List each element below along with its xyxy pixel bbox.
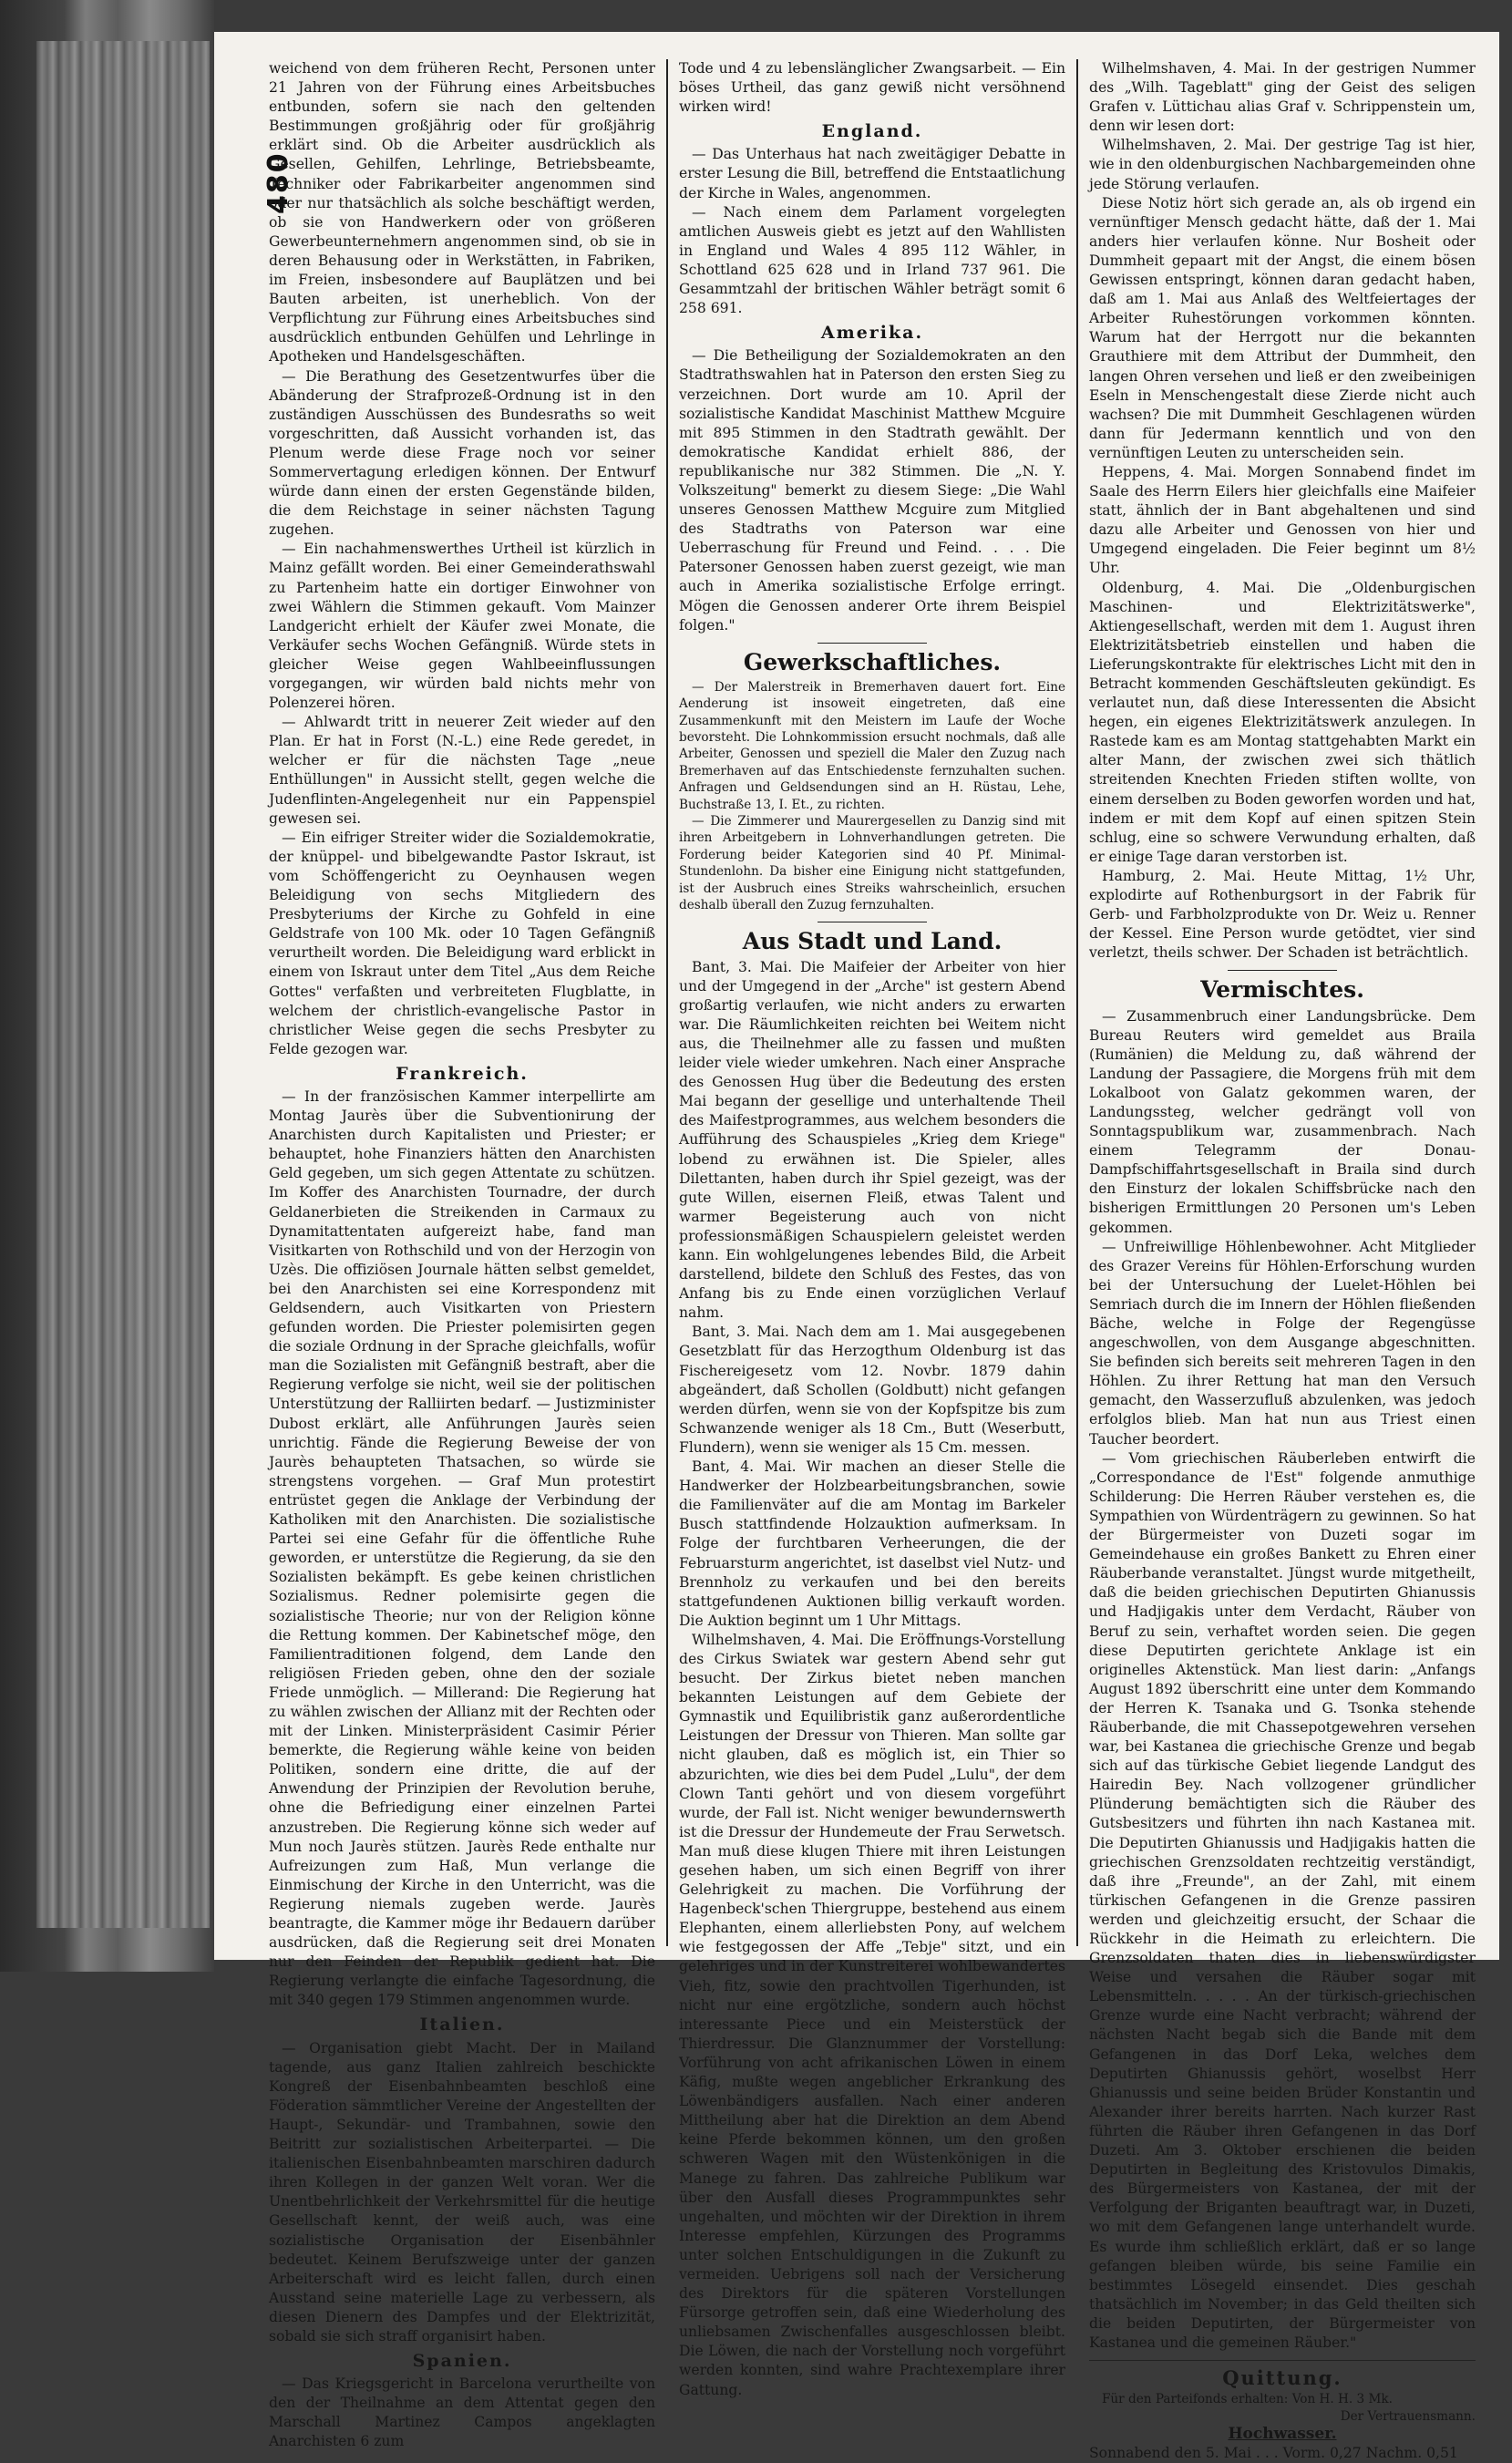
article-text: Bant, 4. Mai. Wir machen an dieser Stelle die Handwerker der Holzbearbeitungsbranchen, sowie die Familienväter auf die am Montag im Barkeler Busch stattfindende Holzauktion aufmerksam. In Folge der furchtbaren Verheerungen, die der Februarsturm angerichtet, ist daselbst viel Nutz- und Brennholz zu verkaufen und bei den bereits stattgefundenen Auktionen billig verkauft worden. Die Auktion beginnt um 1 Uhr Mittags. <box>679 1458 1065 1629</box>
article-text: — Die Zimmerer und Maurergesellen zu Danzig sind mit ihren Arbeitgebern in Lohnverhandlungen getreten. Die Forderung beider Kategorien sind 40 Pf. Minimal-Stundenlohn. Da bisher eine Einigung nicht stattgefunden, ist der Ausbruch eines Streiks wahrscheinlich, ersuchen deshalb überall den Zuzug fernzuhalten. <box>679 814 1065 913</box>
article-text: — Nach einem dem Parlament vorgelegten amtlichen Ausweis giebt es jetzt auf den Wahllisten in England und Wales 4 895 112 Wähler, in Schottland 625 628 und in Irland 737 961. Die Gesammtzahl der britischen Wähler beträgt somit 6 258 691. <box>679 203 1065 317</box>
receipt-signature: Der Vertrauensmann. <box>1340 2408 1476 2424</box>
section-heading-gewerkschaftliches: Gewerkschaftliches. <box>743 648 1002 675</box>
article-text: — Unfreiwillige Höhlenbewohner. Acht Mitglieder des Grazer Vereins für Höhlen-Erforschung wurden bei der Untersuchung der Luelet-Höhlen bei Semriach durch die im Innern der Höhlen fließenden Bäche, welche in Folge der Regengüsse angeschwollen, von dem Ausgange abgeschnitten. Sie befinden sich bereits seit mehreren Tagen in den Höhlen. Zu ihrer Rettung hat man den Versuch gemacht, den Wasserzufluß abzulenken, was jedoch erfolglos blieb. Man hat nun aus Triest einen Taucher beordert. <box>1089 1238 1476 1448</box>
book-spine <box>0 0 214 1972</box>
column-3 <box>1076 59 1486 2462</box>
section-heading-spanien: Spanien. <box>412 2351 512 2372</box>
article-text: Oldenburg, 4. Mai. Die „Oldenburgischen Maschinen- und Elektrizitätswerke", Aktiengesellschaft, werden mit dem 1. August ihren Elektrizitätsbetrieb einstellen und haben die Lieferungskontrakte für elektrisches Licht mit den in Betracht kommenden Geschäftsleuten gekündigt. Es verlautet nun, daß diese Interessenten die Absicht hegen, ein eigenes Elektrizitätswerk anzulegen. In Rastede kam es am Montag stattgehabten Markt ein alter Mann, der zwischen zwei sich thätlich streitenden Knechten Frieden stiften wollte, von einem derselben zu Boden geworfen worden und hat, indem er mit dem Kopf auf einen spitzen Stein schlug, eine so schwere Verwundung erhalten, daß er einige Tage daran verstorben ist. <box>1089 579 1476 865</box>
divider <box>1228 970 1337 971</box>
article-text: — Der Malerstreik in Bremerhaven dauert fort. Eine Aenderung ist insoweit eingetreten, daß eine Zusammenkunft mit den Meistern im Laufe der Woche bevorsteht. Die Lohnkommission ersucht nochmals, daß alle Arbeiter, Genossen und speziell die Maler den Zuzug nach Bremerhaven auf das Entschiedenste fernzuhalten suchen. Anfragen und Geldsendungen sind an H. Rüstau, Lehe, Buchstraße 13, I. Et., zu richten. <box>679 679 1065 812</box>
receipt-line: Für den Parteifonds erhalten: Von H. H. 3 Mk. <box>1102 2392 1393 2407</box>
article-text: — Ahlwardt tritt in neuerer Zeit wieder auf den Plan. Er hat in Forst (N.-L.) eine Rede geredet, in welcher er für die nächsten Tage „neue Enthüllungen" in Aussicht stellt, gegen welche die Judenflinten-Angelegenheit nur ein Pappenspiel gewesen sei. <box>269 714 655 827</box>
section-heading-frankreich: Frankreich. <box>396 1063 529 1084</box>
section-heading-amerika: Amerika. <box>820 323 924 344</box>
article-text: Heppens, 4. Mai. Morgen Sonnabend findet im Saale des Herrn Eilers hier gleichfalls eine Maifeier statt, ähnlich der in Bant abgehaltenen und sind dazu alle Arbeiter und Genossen von hier und Umgegend eingeladen. Die Feier beginnt um 8½ Uhr. <box>1089 463 1476 577</box>
section-heading-quittung: Quittung. <box>1222 2366 1342 2390</box>
article-text: — Ein eifriger Streiter wider die Sozialdemokratie, der knüppel- und bibelgewandte Pastor Iskraut, ist vom Schöffengericht zu Oeynhausen wegen Beleidigung von sechs Mitgliedern des Presbyteriums der Kirche zu Gohfeld in eine Geldstrafe von 100 Mk. oder 10 Tagen Gefängniß verurtheilt worden. Die Beleidigung ward erblickt in einem von Iskraut unter dem Titel „Aus dem Reiche Gottes" verfaßten und verbreiteten Flugblatte, in welchem der christlich-evangelische Pastor in christlicher Weise gegen die sechs Presbyter zu Felde gezogen war. <box>269 829 655 1057</box>
page-number: 480 <box>262 151 294 214</box>
tide-line: Sonnabend den 5. Mai . . . Vorm. 0,27 Nachm. 0,51 <box>1089 2445 1458 2462</box>
column-2 <box>666 59 1076 2398</box>
article-text: Bant, 3. Mai. Die Maifeier der Arbeiter von hier und der Umgegend in der „Arche" ist gestern Abend großartig verlaufen, wie nicht anders zu erwarten war. Die Räumlichkeiten reichten bei Weitem nicht aus, die Theilnehmer alle zu fassen und mußten leider viele wieder umkehren. Nach einer Ansprache des Genossen Hug über die Bedeutung des ersten Mai begann der gesellige und unterhaltende Theil des Maifestprogrammes, aus welchem besonders die Aufführung des Schauspieles „Krieg dem Kriege" lobend zu erwähnen ist. Die Spieler, alles Dilettanten, haben durch ihr Spiel gezeigt, was der gute Willen, eisernen Fleiß, etwas Talent und warmer Begeisterung auch von nicht professionsmäßigen Schauspielern geleistet werden kann. Ein wohlgelungenes lebendes Bild, die Arbeit darstellend, bildete den Schluß des Festes, das von Anfang bis zu Ende einen vorzüglichen Verlauf nahm. <box>679 958 1065 1322</box>
section-heading-hochwasser: Hochwasser. <box>1228 2424 1337 2443</box>
section-heading-stadt-land: Aus Stadt und Land. <box>742 927 1003 954</box>
article-text: — In der französischen Kammer interpellirte am Montag Jaurès über die Subventionirung der Anarchisten durch Kapitalisten und Priester; er behauptet, hohe Finanziers hätten den Anarchisten Geld gegeben, um sich gegen Attentate zu schützen. Im Koffer des Anarchisten Tournadre, der durch Geldanerbieten die Streikenden in Carmaux zu Dynamitattentaten aufgereizt habe, fand man Visitkarten von Rothschild und von der Herzogin von Uzès. Die offiziösen Journale hätten selbst gemeldet, bei den Anarchisten sei eine Korrespondenz mit Geldsendern, auch Visitkarten von Priestern gefunden worden. Die Priester polemisirten gegen die soziale Ordnung in der Sprache gleichfalls, wofür man die Sozialisten mit Gefängniß bestraft, aber die Regierung verfolge sie nicht, weil sie der politischen Unterstützung der Ralliirten bedarf. — Justizminister Dubost erklärt, alle Anführungen Jaurès seien unrichtig. Fände die Regierung Beweise der von Jaurès behaupteten Thatsachen, so würde sie strengstens vorgehen. — Graf Mun protestirt entrüstet gegen die Anklage der Verbindung der Katholiken mit den Anarchisten. Die sozialistische Partei sei eine Gefahr für die öffentliche Ruhe geworden, er unterstütze die Regierung, da sie den Sozialisten bekämpft. Es gebe keinen christlichen Sozialismus. Redner polemisirte gegen die sozialistische Theorie; nur von der Religion könne die Rettung kommen. Der Kabinetschef möge, den Familientraditionen folgend, dem Lande den religiösen Frieden geben, ohne den der soziale Friede unmöglich. — Millerand: Die Regierung hat zu wählen zwischen der Allianz mit der Rechten oder mit der Linken. Ministerpräsident Casimir Périer bemerkte, die Regierung wähle keine von beiden Politiken, sondern eine dritte, die auf der Anwendung der Prinzipien der Revolution beruhe, ohne die Befriedigung einer einzelnen Partei anzustreben. Die Regierung könne sich weder auf Mun noch Jaurès stützen. Jaurès Rede enthalte nur Aufreizungen zum Haß, Mun verlange die Einmischung der Kirche in den Unterricht, was die Regierung niemals zugeben werde. Jaurès beantragte, die Kammer möge ihr Bedauern darüber ausdrücken, daß die Regierung seit drei Monaten nur den Feinden der Republik gedient hat. Die Regierung verlangte die einfache Tagesordnung, die mit 340 gegen 179 Stimmen angenommen wurde. <box>269 1087 655 2009</box>
article-text: Diese Notiz hört sich gerade an, als ob irgend ein vernünftiger Mensch gedacht hätte, daß der 1. Mai anders hier verlaufen könne. Nur Bosheit oder Dummheit gepaart mit der Angst, die einem bösen Gewissen entspringt, können daran gedacht haben, daß am 1. Mai aus Anlaß des Weltfeiertages der Arbeiter Ruhestörungen vorkommen könnten. Warum hat der Herrgott nur die bekannten Grauthiere mit dem Attribut der Dummheit, den langen Ohren versehen und ließ er den zweibeinigen Eseln in Menschengestalt diese Zierde nicht auch wachsen? Die mit Dummheit Geschlagenen würden dann für Jedermann kenntlich und von den vernünftigen Leuten zu unterscheiden sein. <box>1089 194 1476 461</box>
article-text: Hamburg, 2. Mai. Heute Mittag, 1½ Uhr, explodirte auf Rothenburgsort in der Fabrik für Gerb- und Farbholzprodukte von Dr. Weiz u. Renner der Kessel. Eine Person wurde getödtet, vier sind verletzt, theils schwer. Der Schaden ist beträchtlich. <box>1089 867 1476 962</box>
article-text: weichend von dem früheren Recht, Personen unter 21 Jahren von der Führung eines Arbeitsbuches entbunden, sofern sie nach den geltenden Bestimmungen großjährig oder für großjährig erklärt sind. Ob die Arbeiter ausdrücklich als Gesellen, Gehilfen, Lehrlinge, Betriebsbeamte, Techniker oder Fabrikarbeiter angenommen sind oder nur thatsächlich als solche beschäftigt werden, ob sie von Handwerkern oder von größeren Gewerbeunternehmern angenommen sind, ob sie in deren Behausung oder in Werkstätten, in Fabriken, im Freien, insbesondere auf Bauplätzen und bei Bauten arbeiten, ist unerheblich. Von der Verpflichtung zur Führung eines Arbeitsbuches sind ausdrücklich entbunden Gehülfen und Lehrlinge in Apotheken und Handelsgeschäften. <box>269 60 655 366</box>
column-1 <box>258 59 666 2450</box>
article-text: Bant, 3. Mai. Nach dem am 1. Mai ausgegebenen Gesetzblatt für das Herzogthum Oldenburg ist das Fischereigesetz vom 12. Novbr. 1879 dahin abgeändert, daß Schollen (Goldbutt) nicht gefangen werden dürfen, wenn sie von der Kopfspitze bis zum Schwanzende weniger als 18 Cm., Butt (Weserbutt, Flundern), wenn sie weniger als 15 Cm. messen. <box>679 1324 1065 1456</box>
article-text: — Das Unterhaus hat nach zweitägiger Debatte in erster Lesung die Bill, betreffend die Entstaatlichung der Kirche in Wales, angenommen. <box>679 146 1065 201</box>
article-text: Wilhelmshaven, 4. Mai. In der gestrigen Nummer des „Wilh. Tageblatt" ging der Geist des seligen Grafen v. Lüttichau alias Graf v. Schrippenstein um, denn wir lesen dort: <box>1089 60 1476 135</box>
divider <box>1089 2360 1476 2361</box>
spine-band <box>36 41 210 1928</box>
columns <box>258 59 1486 2462</box>
article-text: — Vom griechischen Räuberleben entwirft die „Correspondance de l'Est" folgende anmuthige Schilderung: Die Herren Räuber verstehen es, die Sympathien von Würdenträgern zu gewinnen. So hat der Bürgermeister von Duzeti sogar im Gemeindehause ein großes Bankett zu Ehren einer Räuberbande veranstaltet. Jüngst wurde mitgetheilt, daß die beiden griechischen Deputirten Ghianussis und Hadjigakis unter dem Verdacht, Räuber von Beruf zu sein, verhaftet worden seien. Die gegen diese Deputirten gerichtete Anklage ist ein originelles Aktenstück. Man liest darin: „Anfangs August 1892 überschritt eine unter dem Kommando der Herren K. Tsanaka und G. Tsonka stehende Räuberbande, die mit Chassepotgewehren versehen war, bei Kastanea die griechische Grenze und begab sich auf das türkische Gebiet liegende Landgut des Hairedin Bey. Nach vollzogener gründlicher Plünderung bemächtigten sich die Räuber des Gutsbesitzers und führten ihn nach Kastanea mit. Die Deputirten Ghianussis und Hadjigakis hatten die griechischen Grenzsoldaten rechtzeitig verständigt, daß ihre „Freunde", an der Zahl, mit einem türkischen Gefangenen in die Grenze passiren werden und gleichzeitig ersucht, der Schaar die Rückkehr in die Heimath zu erleichtern. Die Grenzsoldaten thaten dies in liebenswürdigster Weise und versahen die Räuber sogar mit Lebensmitteln. . . . . An der türkisch-griechischen Grenze wurde eine Nacht verbracht; während der nächsten Nacht begab sich die Bande mit dem Gefangenen in das Dorf Leka, welches dem Deputirten Ghianussis gehört, woselbst Herr Ghianussis und seine beiden Brüder Konstantin und Alexander ihrer bereits harrten. Nach kurzer Rast führten die Räuber ihren Gefangenen in das Dorf Duzeti. Am 3. Oktober erschienen die beiden Deputirten in Begleitung des Kristovulos Dimakis, des Bürgermeisters von Kastanea, der mit der Verfolgung der Briganten beauftragt war, in Duzeti, wo mit dem Gefangenen lange unterhandelt wurde. Es wurde ihm schließlich erklärt, daß er so lange gefangen bleiben würde, bis seine Familie ein bestimmtes Lösegeld einsendet. Dies geschah thatsächlich im November; in das Geld theilten sich die beiden Deputirten, der Bürgermeister von Kastanea und die gemeinen Räuber." <box>1089 1449 1476 2351</box>
article-text: — Die Berathung des Gesetzentwurfes über die Abänderung der Strafprozeß-Ordnung ist in den zuständigen Ausschüssen des Bundesraths so weit vorgeschritten, daß Aussicht vorhanden ist, das Plenum werde diese Frage noch vor seiner Sommervertagung erledigen können. Der Entwurf würde dann einen der ersten Gegenstände bilden, die dem Reichstage in seiner nächsten Tagung zugehen. <box>269 367 655 539</box>
divider <box>818 643 927 644</box>
newspaper-page <box>214 32 1499 2462</box>
section-heading-italien: Italien. <box>419 2015 505 2035</box>
article-text: — Das Kriegsgericht in Barcelona verurtheilte von den der Theilnahme an dem Attentat gegen den Marschall Martinez Campos angeklagten Anarchisten 6 zum <box>269 2375 655 2450</box>
article-text: Wilhelmshaven, 2. Mai. Der gestrige Tag ist hier, wie in den oldenburgischen Nachbargemeinden ohne jede Störung verlaufen. <box>1089 137 1476 192</box>
article-text: — Zusammenbruch einer Landungsbrücke. Dem Bureau Reuters wird gemeldet aus Braila (Rumänien) die Meldung zu, daß während der Landung der Passagiere, die Morgens früh mit dem Lokalboot von Galatz gekommen waren, der Landungssteg, welcher gedrängt voll von Sonntagspublikum war, zusammenbrach. Nach einem Telegramm der Donau-Dampfschiffahrtsgesellschaft in Braila sind durch den Einsturz der lokalen Schiffsbrücke nach den bisherigen Ermittlungen 20 Personen um's Leben gekommen. <box>1089 1007 1476 1236</box>
article-text: — Die Betheiligung der Sozialdemokraten an den Stadtrathswahlen hat in Paterson den ersten Sieg zu verzeichnen. Dort wurde am 10. April der sozialistische Kandidat Maschinist Matthew Mcguire mit 895 Stimmen in den Stadtrath gewählt. Der demokratische Kandidat erhielt 886, der republikanische nur 382 Stimmen. Die „N. Y. Volkszeitung" bemerkt zu diesem Siege: „Die Wahl unseres Genossen Matthew Mcguire zum Mitglied des Stadtraths von Paterson war eine Ueberraschung für Freund und Feind. . . . Die Patersoner Genossen haben zuerst gezeigt, wie man auch in Amerika sozialistische Erfolge erringt. Mögen die Genossen anderer Orte ihrem Beispiel folgen." <box>679 347 1065 634</box>
article-text: Wilhelmshaven, 4. Mai. Die Eröffnungs-Vorstellung des Cirkus Swiatek war gestern Abend sehr gut besucht. Der Zirkus bietet neben manchen bekannten Leistungen auf dem Gebiete der Gymnastik und Equilibristik ganz außerordentliche Leistungen der Dressur von Thieren. Man sollte gar nicht glauben, daß es möglich ist, ein Thier so abzurichten, wie dies bei dem Pudel „Lulu", der dem Clown Tanti gehört und von diesem vorgeführt wurde, der Fall ist. Nicht weniger bewundernswerth ist die Dressur der Hundemeute der Frau Serwetsch. Man muß diese klugen Thiere mit ihren Leistungen gesehen haben, um sich einen Begriff von ihrer Gelehrigkeit zu machen. Die Vorführung der Hagenbeck'schen Thiergruppe, bestehend aus einem Elephanten, einem allerliebsten Pony, auf welchem wie festgegossen der Affe „Tebje" sitzt, und ein gelehriges und in der Kunstreiterei wohlbewandertes Vieh, fitz, sowie den prachtvollen Tigerhunden, ist nicht nur eine ergötzliche, sondern auch höchst interessante Piece und ein Meisterstück der Thierdressur. Die Glanznummer der Vorstellung: Vorführung von acht afrikanischen Löwen in einem Käfig, mußte wegen angeblicher Erkrankung des Löwenbändigers ausfallen. Nach einer anderen Mittheilung aber hat die Direktion an dem Abend keine Pferde bekommen können, um den großen schweren Wagen mit den Wüstenkönigen in die Manege zu fahren. Das zahlreiche Publikum war über den Ausfall dieses Programmpunktes sehr ungehalten, und möchten wir der Direktion in ihrem Interesse empfehlen, Kürzungen des Programms unter solchen Entschuldigungen in die Zukunft zu vermeiden. Uebrigens soll nach der Versicherung des Direktors für die späteren Vorstellungen Fürsorge getroffen sein, daß eine Wiederholung des unliebsamen Zwischenfalles ausgeschlossen bleibt. Die Löwen, die nach der Vorstellung noch vorgeführt werden konnten, sind wahre Prachtexemplare ihrer Gattung. <box>679 1631 1065 2398</box>
article-text: — Ein nachahmenswerthes Urtheil ist kürzlich in Mainz gefällt worden. Bei einer Gemeinderathswahl zu Partenheim hatte ein dortiger Einwohner von zwei Wählern die Stimmen gekauft. Vom Mainzer Landgericht erhielt der Käufer zwei Monate, die Verkäufer sechs Wochen Gefängniß. Würde stets in gleicher Weise gegen Wahlbeeinflussungen vorgegangen, wir würden bald nichts mehr von Polenzerei hören. <box>269 541 655 712</box>
section-heading-england: England. <box>821 121 923 142</box>
article-text: — Organisation giebt Macht. Der in Mailand tagende, aus ganz Italien zahlreich beschickte Kongreß der Eisenbahnbeamten beschloß eine Föderation sämmtlicher Vereine der Angestellten der Haupt-, Sekundär- und Trambahnen, sowie den Beitritt zur sozialistischen Arbeiterpartei. — Die italienischen Eisenbahnbeamten marschiren dadurch ihren Kollegen in der ganzen Welt voran. Wer die Unentbehrlichkeit der Verkehrsmittel für die heutige Gesellschaft kennt, der weiß auch, was eine sozialistische Organisation der Eisenbähnler bedeutet. Keinem Berufszweige unter der ganzen Arbeiterschaft wird es leicht fallen, durch einen Ausstand seine materielle Lage zu verbessern, als diesen Dienern des Dampfes und der Elektrizität, sobald sie sich straff organisirt haben. <box>269 2039 655 2344</box>
section-heading-vermischtes: Vermischtes. <box>1200 976 1364 1004</box>
article-text: Tode und 4 zu lebenslänglicher Zwangsarbeit. — Ein böses Urtheil, das ganz gewiß nicht versöhnend wirken wird! <box>679 60 1065 116</box>
